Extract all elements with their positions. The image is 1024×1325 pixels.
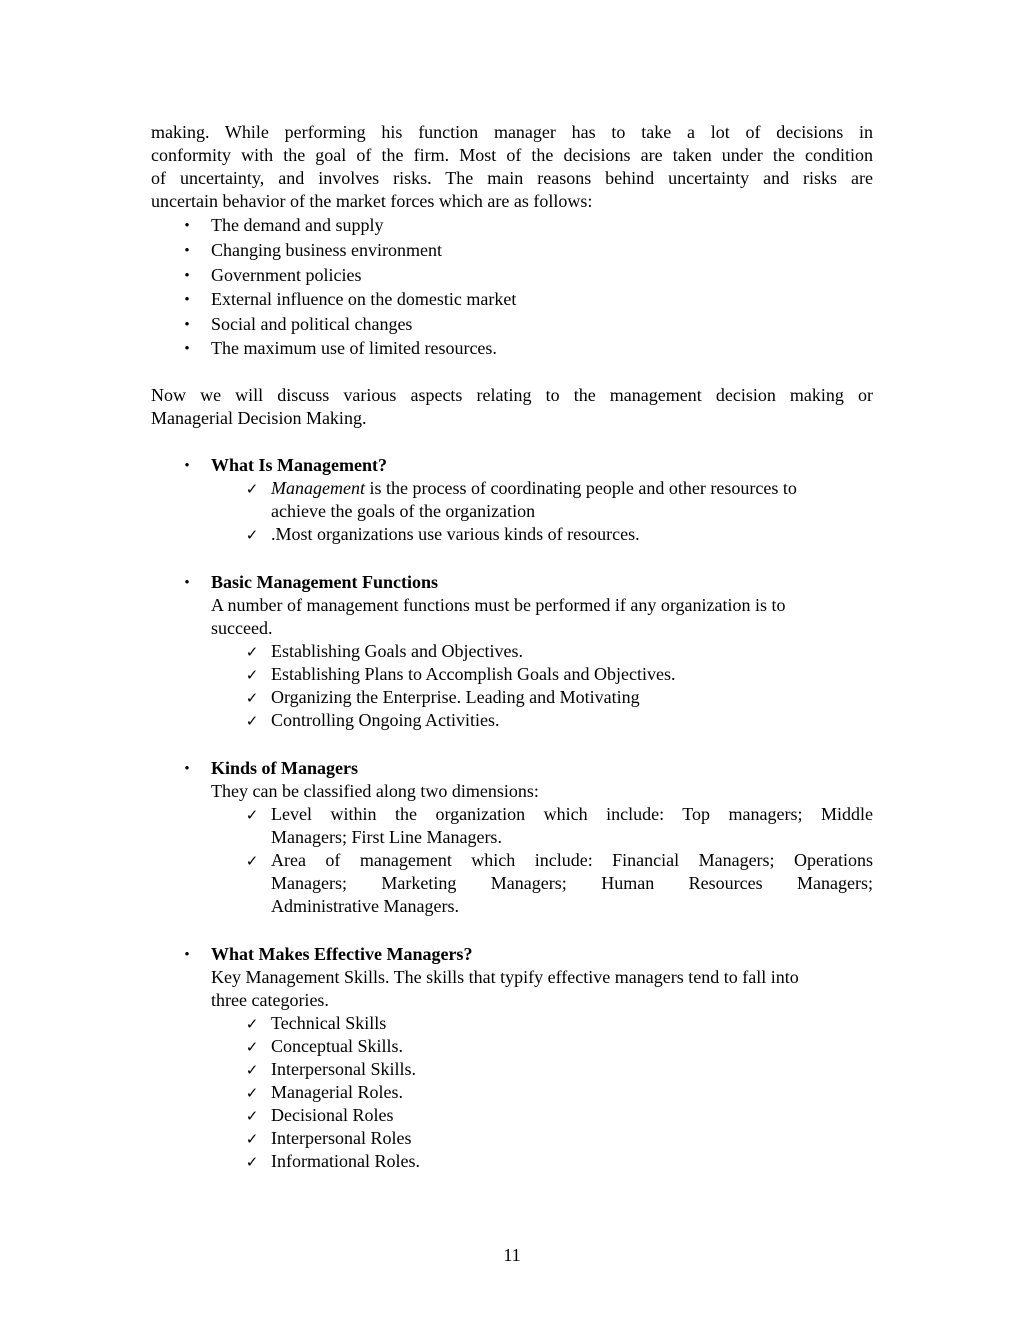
bullet-icon: • xyxy=(184,341,190,357)
check-item-continuation: Managers; First Line Managers. xyxy=(271,827,502,847)
check-item-continuation: Managers; Marketing Managers; Human Resources Managers; xyxy=(271,873,873,893)
check-item: Area of management which include: Financial Managers; Operations xyxy=(271,850,873,870)
check-item: Technical Skills xyxy=(271,1013,387,1033)
list-item: The maximum use of limited resources. xyxy=(211,338,497,358)
section-heading: What Is Management? xyxy=(211,455,387,475)
bullet-icon: • xyxy=(184,458,190,474)
section-description: three categories. xyxy=(211,990,329,1010)
checkmark-icon: ✓ xyxy=(245,689,259,707)
check-item xyxy=(271,477,797,500)
bullet-icon: • xyxy=(184,761,190,777)
bullet-icon: • xyxy=(184,292,190,308)
checkmark-icon: ✓ xyxy=(245,1153,259,1171)
checkmark-icon: ✓ xyxy=(245,526,259,544)
intro-line: uncertain behavior of the market forces which are as follows: xyxy=(151,191,593,211)
checkmark-icon: ✓ xyxy=(245,1107,259,1125)
bullet-icon: • xyxy=(184,218,190,234)
check-item: Conceptual Skills. xyxy=(271,1036,403,1056)
check-item: .Most organizations use various kinds of resources. xyxy=(271,524,640,544)
section-heading: Kinds of Managers xyxy=(211,758,359,778)
checkmark-icon: ✓ xyxy=(245,666,259,684)
check-item: Interpersonal Roles xyxy=(271,1128,412,1148)
section-description: Key Management Skills. The skills that typify effective managers tend to fall into xyxy=(211,967,799,987)
intro-line: of uncertainty, and involves risks. The main reasons behind uncertainty and risks are xyxy=(151,168,873,188)
section-description: They can be classified along two dimensions: xyxy=(211,781,539,801)
section-description: A number of management functions must be performed if any organization is to xyxy=(211,595,786,615)
paragraph-line: Now we will discuss various aspects relating to the management decision making or xyxy=(151,385,873,405)
paragraph-line: Managerial Decision Making. xyxy=(151,408,367,428)
list-item: External influence on the domestic market xyxy=(211,289,517,309)
section-description: succeed. xyxy=(211,618,273,638)
checkmark-icon: ✓ xyxy=(245,1061,259,1079)
list-item: Government policies xyxy=(211,265,362,285)
bullet-icon: • xyxy=(184,317,190,333)
bullet-icon: • xyxy=(184,947,190,963)
section-heading: What Makes Effective Managers? xyxy=(211,944,473,964)
term-management: Management xyxy=(271,478,365,498)
list-item: Changing business environment xyxy=(211,240,442,260)
check-item: Level within the organization which include: Top managers; Middle xyxy=(271,804,873,824)
checkmark-icon: ✓ xyxy=(245,852,259,870)
bullet-icon: • xyxy=(184,575,190,591)
checkmark-icon: ✓ xyxy=(245,1015,259,1033)
page-number: 11 xyxy=(503,1245,521,1265)
list-item: The demand and supply xyxy=(211,215,384,235)
check-item: Establishing Plans to Accomplish Goals and Objectives. xyxy=(271,664,676,684)
check-item-continuation: achieve the goals of the organization xyxy=(271,501,536,521)
checkmark-icon: ✓ xyxy=(245,1130,259,1148)
checkmark-icon: ✓ xyxy=(245,1084,259,1102)
check-item: Establishing Goals and Objectives. xyxy=(271,641,523,661)
check-item: Decisional Roles xyxy=(271,1105,394,1125)
check-item-continuation: Administrative Managers. xyxy=(271,896,459,916)
bullet-icon: • xyxy=(184,268,190,284)
check-item: Managerial Roles. xyxy=(271,1082,403,1102)
checkmark-icon: ✓ xyxy=(245,1038,259,1056)
checkmark-icon: ✓ xyxy=(245,806,259,824)
checkmark-icon: ✓ xyxy=(245,712,259,730)
check-item: Interpersonal Skills. xyxy=(271,1059,416,1079)
checkmark-icon: ✓ xyxy=(245,480,259,498)
checkmark-icon: ✓ xyxy=(245,643,259,661)
section-heading: Basic Management Functions xyxy=(211,572,438,592)
intro-line: conformity with the goal of the firm. Most of the decisions are taken under the condition xyxy=(151,145,873,165)
check-item: Organizing the Enterprise. Leading and Motivating xyxy=(271,687,640,707)
check-item: Controlling Ongoing Activities. xyxy=(271,710,500,730)
bullet-icon: • xyxy=(184,243,190,259)
check-item: Informational Roles. xyxy=(271,1151,420,1171)
check-item-text: is the process of coordinating people and other resources to xyxy=(364,478,797,498)
list-item: Social and political changes xyxy=(211,314,413,334)
intro-line: making. While performing his function manager has to take a lot of decisions in xyxy=(151,122,873,142)
